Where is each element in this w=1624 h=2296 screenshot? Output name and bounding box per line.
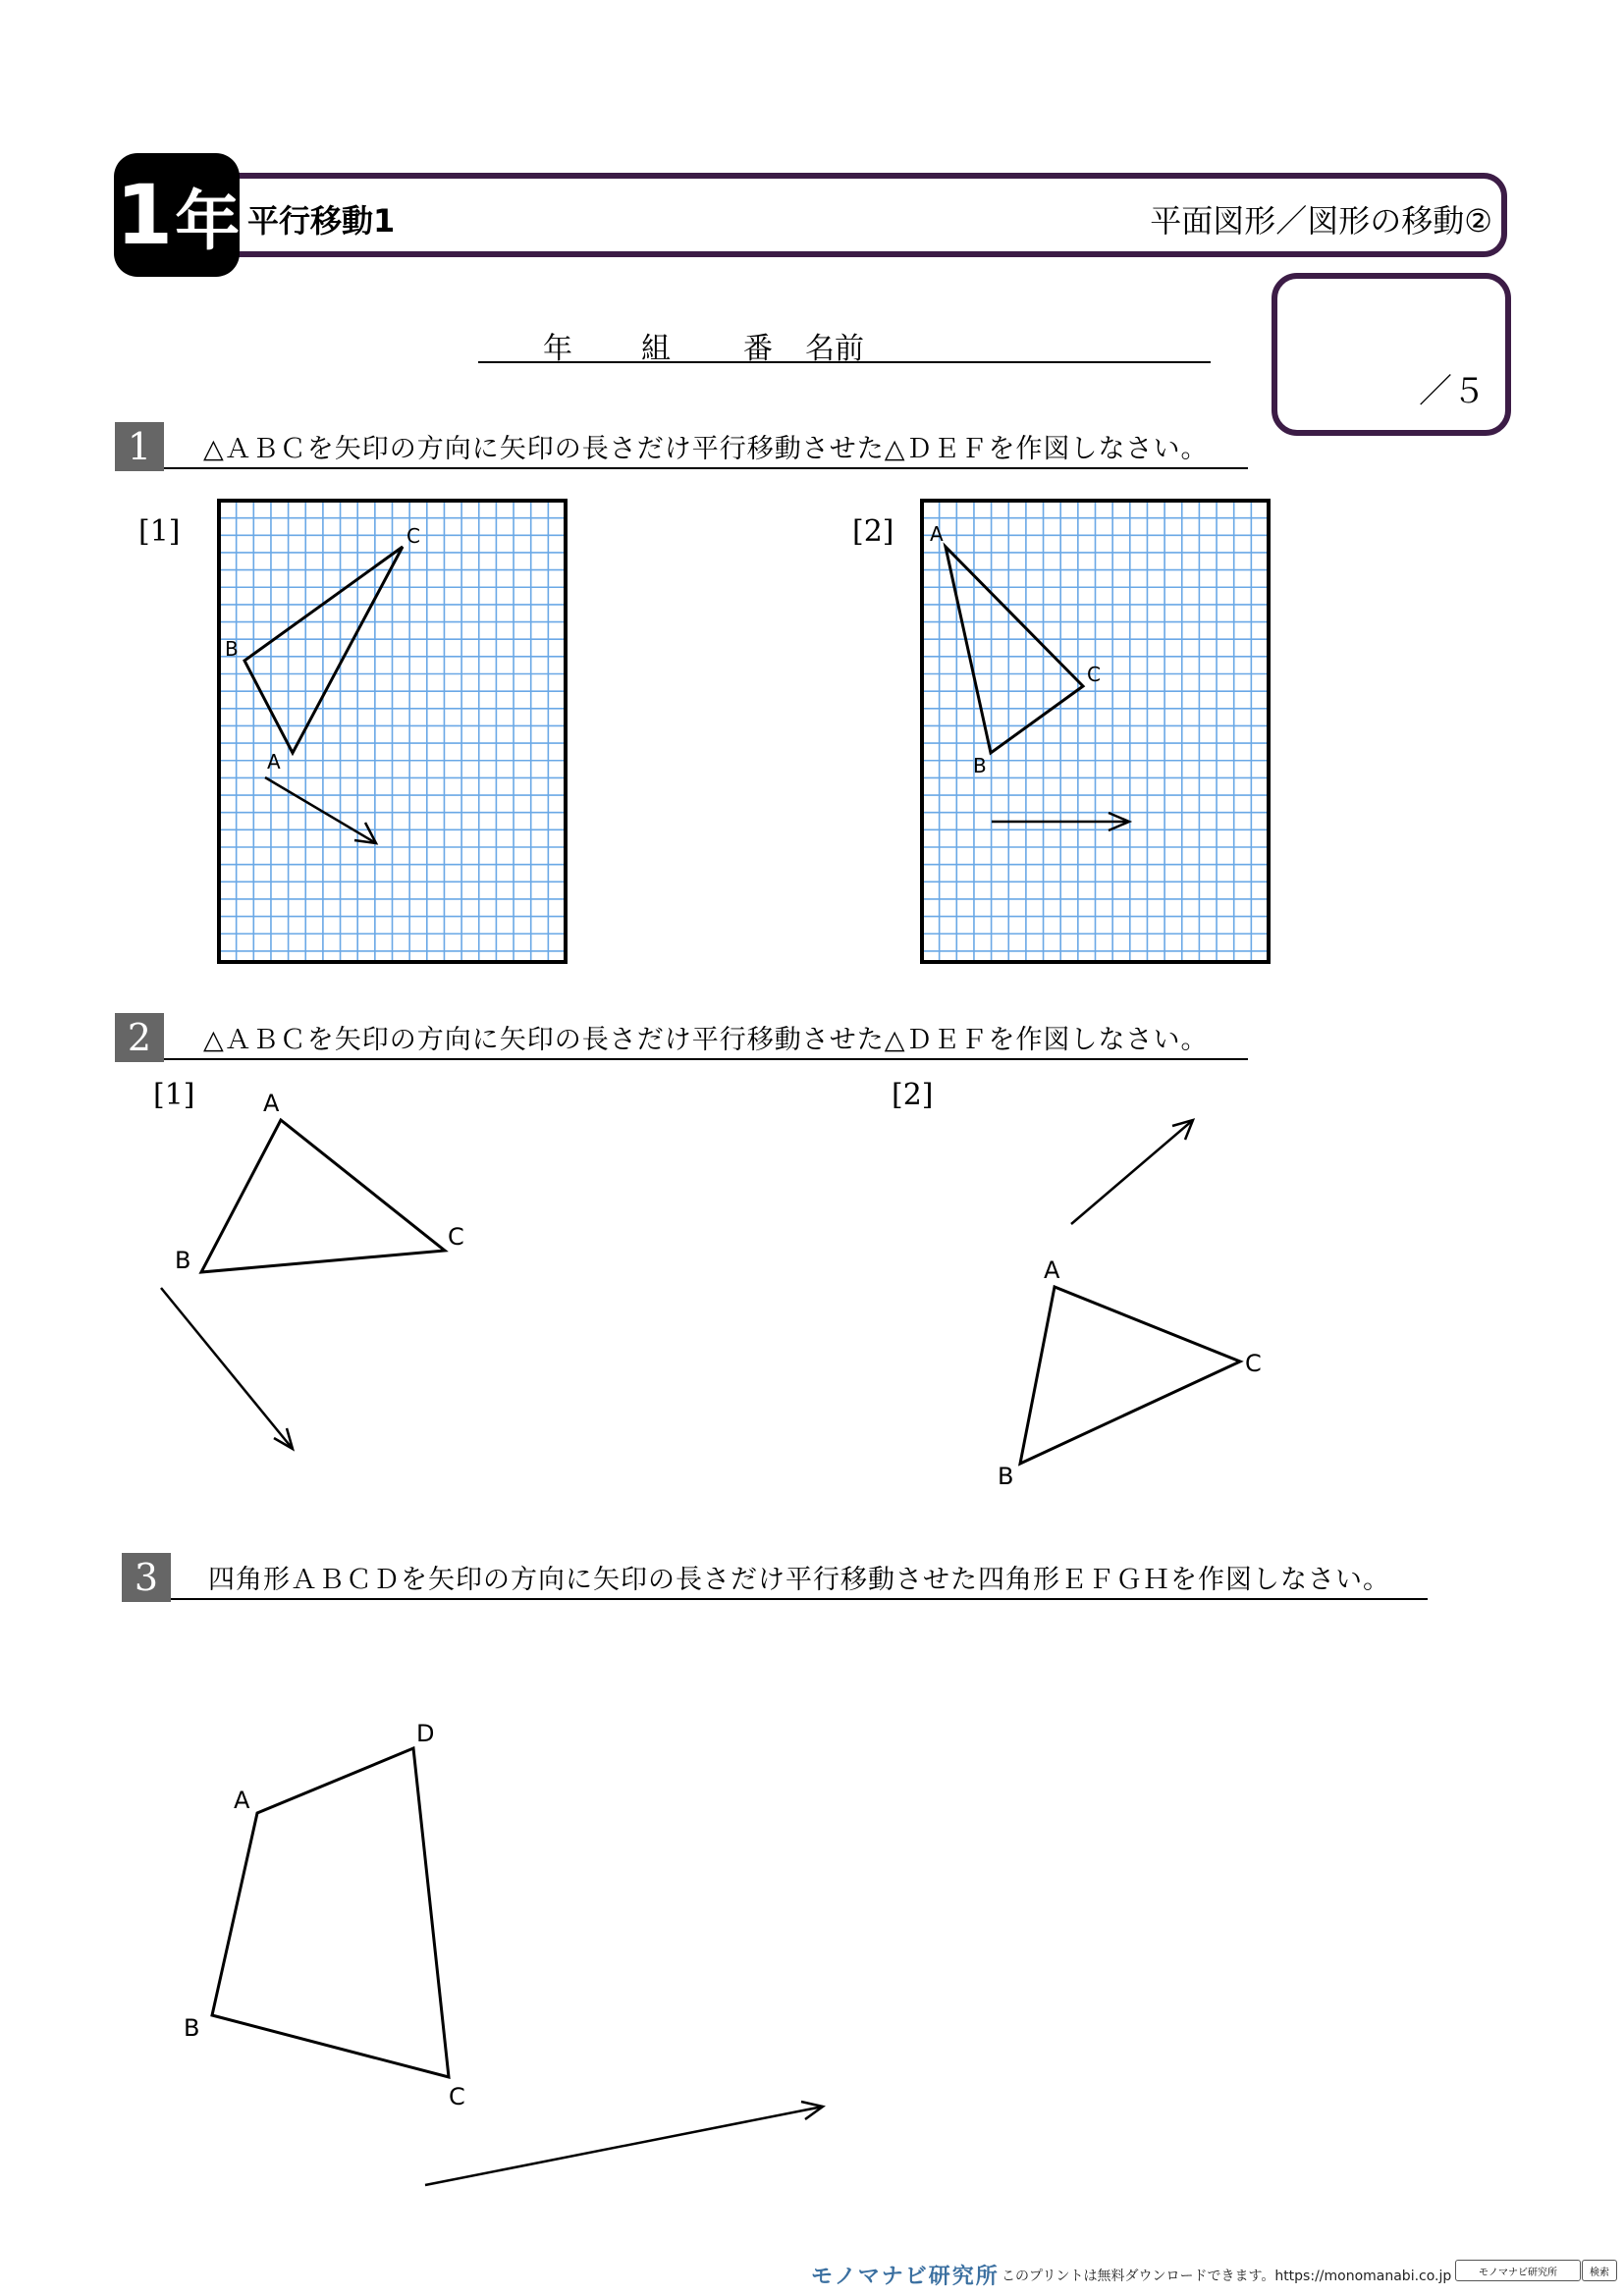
q3-vertex-b: B [184, 2014, 200, 2042]
question-2-text: △ＡＢＣを矢印の方向に矢印の長さだけ平行移動させた△ＤＥＦを作図しなさい。 [203, 1025, 1209, 1055]
q1-1-vertex-b: B [225, 637, 239, 661]
footer-note: このプリントは無料ダウンロードできます。https://monomanabi.co.jp [1001, 2269, 1452, 2284]
question-3-underline [171, 1598, 1428, 1600]
page-title: 平行移動1 [247, 202, 396, 240]
q3-vertex-c: C [449, 2083, 465, 2110]
footer-search-button[interactable]: 検索 [1582, 2260, 1617, 2281]
q2-1-vertex-b: B [175, 1247, 191, 1274]
q2-2-vertex-c: C [1245, 1350, 1262, 1377]
grade-kanji: 年 [175, 183, 239, 259]
question-3-number: 3 [122, 1553, 171, 1602]
unit-title: 平面図形／図形の移動② [1150, 202, 1492, 240]
footer-brand: モノマナビ研究所 [811, 2265, 1000, 2289]
q1-sub1-label: [1] [138, 514, 181, 549]
q1-sub2-label: [2] [852, 514, 894, 549]
question-1-text: △ＡＢＣを矢印の方向に矢印の長さだけ平行移動させた△ＤＥＦを作図しなさい。 [203, 434, 1209, 464]
q2-2-arrow [1071, 1120, 1193, 1224]
footer-search-box[interactable]: モノマナビ研究所 [1455, 2260, 1581, 2281]
q3-vertex-a: A [234, 1787, 250, 1814]
q2-2-vertex-b: B [998, 1463, 1014, 1490]
number-label: 番 [743, 332, 773, 366]
q1-2-vertex-a: A [930, 522, 944, 546]
q1-1-vertex-a: A [267, 750, 281, 774]
question-3-text: 四角形ＡＢＣＤを矢印の方向に矢印の長さだけ平行移動させた四角形ＥＦＧＨを作図しなさい。 [208, 1565, 1390, 1595]
score-text: ／５ [1419, 372, 1486, 411]
q2-1-triangle [201, 1120, 445, 1272]
q1-2-vertex-b: B [973, 754, 987, 777]
q2-sub1-label: [1] [153, 1078, 195, 1112]
class-label: 組 [641, 332, 671, 366]
q2-1-vertex-a: A [263, 1090, 280, 1117]
question-2-number: 2 [115, 1013, 164, 1062]
q2-1-vertex-c: C [448, 1223, 464, 1251]
grade-number: 1 [115, 167, 172, 263]
q3-vertex-d: D [416, 1720, 435, 1747]
q1-1-vertex-c: C [406, 524, 420, 548]
q2-sub2-label: [2] [892, 1078, 934, 1112]
q2-2-vertex-a: A [1044, 1256, 1060, 1284]
q1-2-vertex-c: C [1087, 663, 1101, 686]
q2-1-arrow [161, 1288, 293, 1449]
q2-2-triangle [1020, 1287, 1240, 1464]
name-label: 名前 [805, 332, 864, 366]
q3-arrow [425, 2107, 823, 2185]
year-label: 年 [543, 332, 572, 366]
question-1-number: 1 [115, 422, 164, 471]
